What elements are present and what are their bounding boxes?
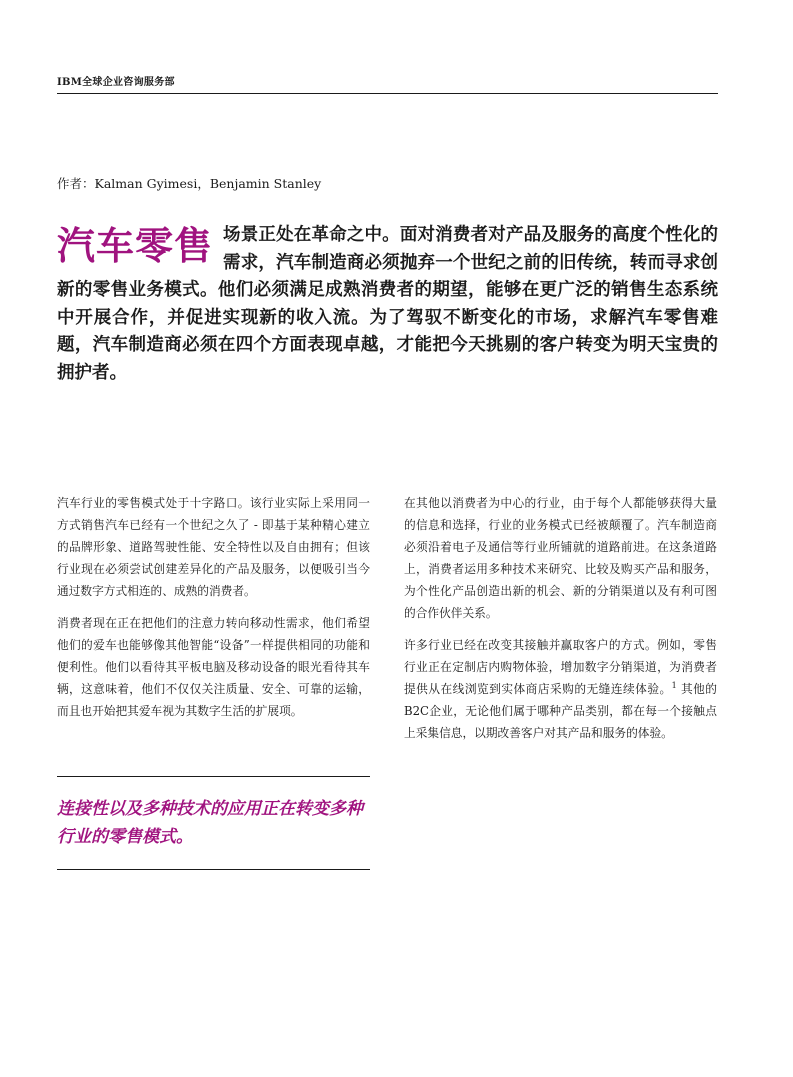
body-paragraph: 在其他以消费者为中心的行业，由于每个人都能够获得大量的信息和选择，行业的业务模式已经被颠覆了。汽车制造商必须沿着电子及通信等行业所铺就的道路前进。在这条道路上，消费者运用多种技术来研究、比较及购买产品和服务，为个性化产品创造出新的机会、新的分销渠道以及有利可图的合作伙伴关系。 — [404, 496, 717, 620]
body-paragraph: 汽车行业的零售模式处于十字路口。该行业实际上采用同一方式销售汽车已经有一个世纪之久了 - 即基于某种精心建立的品牌形象、道路驾驶性能、安全特性以及自由拥有；但该行业现在必须尝试创建差异化的产品及服务，以便吸引当今通过数字方式相连的、成熟的消费者。 — [57, 496, 370, 598]
intro-text: 场景正处在革命之中。面对消费者对产品及服务的高度个性化的需求，汽车制造商必须抛弃一个世纪之前的旧传统，转而寻求创新的零售业务模式。他们必须满足成熟消费者的期望，能够在更广泛的销售生态系统中开展合作，并促进实现新的收入流。为了驾驭不断变化的市场，求解汽车零售难题，汽车制造商必须在四个方面表现卓越，才能把今天挑剔的客户转变为明天宝贵的拥护者。 — [57, 225, 718, 383]
intro-paragraph — [57, 222, 718, 387]
right-column — [404, 492, 717, 754]
body-paragraph: 消费者现在正在把他们的注意力转向移动性需求，他们希望他们的爱车也能够像其他智能“设备”一样提供相同的功能和便利性。他们以看待其平板电脑及移动设备的眼光看待其车辆，这意味着，他们不仅仅关注质量、安全、可靠的运输，而且也开始把其爱车视为其数字生活的扩展项。 — [57, 616, 370, 718]
page-title: 汽车零售 — [57, 224, 214, 268]
pull-quote-top-divider — [57, 776, 370, 777]
author-line: 作者：Kalman Gyimesi，Benjamin Stanley — [57, 176, 322, 191]
body-text: 其他的B2C企业，无论他们属于哪种产品类别，都在每一个接触点上采集信息，以期改善客户对其产品和服务的体验。 — [404, 682, 717, 740]
footnote-marker[interactable]: 1 — [671, 681, 677, 691]
header-divider — [57, 93, 718, 94]
left-column — [57, 492, 370, 732]
body-text: 许多行业已经在改变其接触并赢取客户的方式。例如，零售行业正在定制店内购物体验，增加数字分销渠道，为消费者提供从在线浏览到实体商店采购的无缝连续体验。 — [404, 638, 717, 696]
pull-quote: 连接性以及多种技术的应用正在转变多种行业的零售模式。 — [57, 799, 363, 847]
header-label: IBM全球企业咨询服务部 — [57, 77, 175, 88]
body-paragraph — [404, 634, 717, 744]
pull-quote-bottom-divider — [57, 869, 370, 870]
